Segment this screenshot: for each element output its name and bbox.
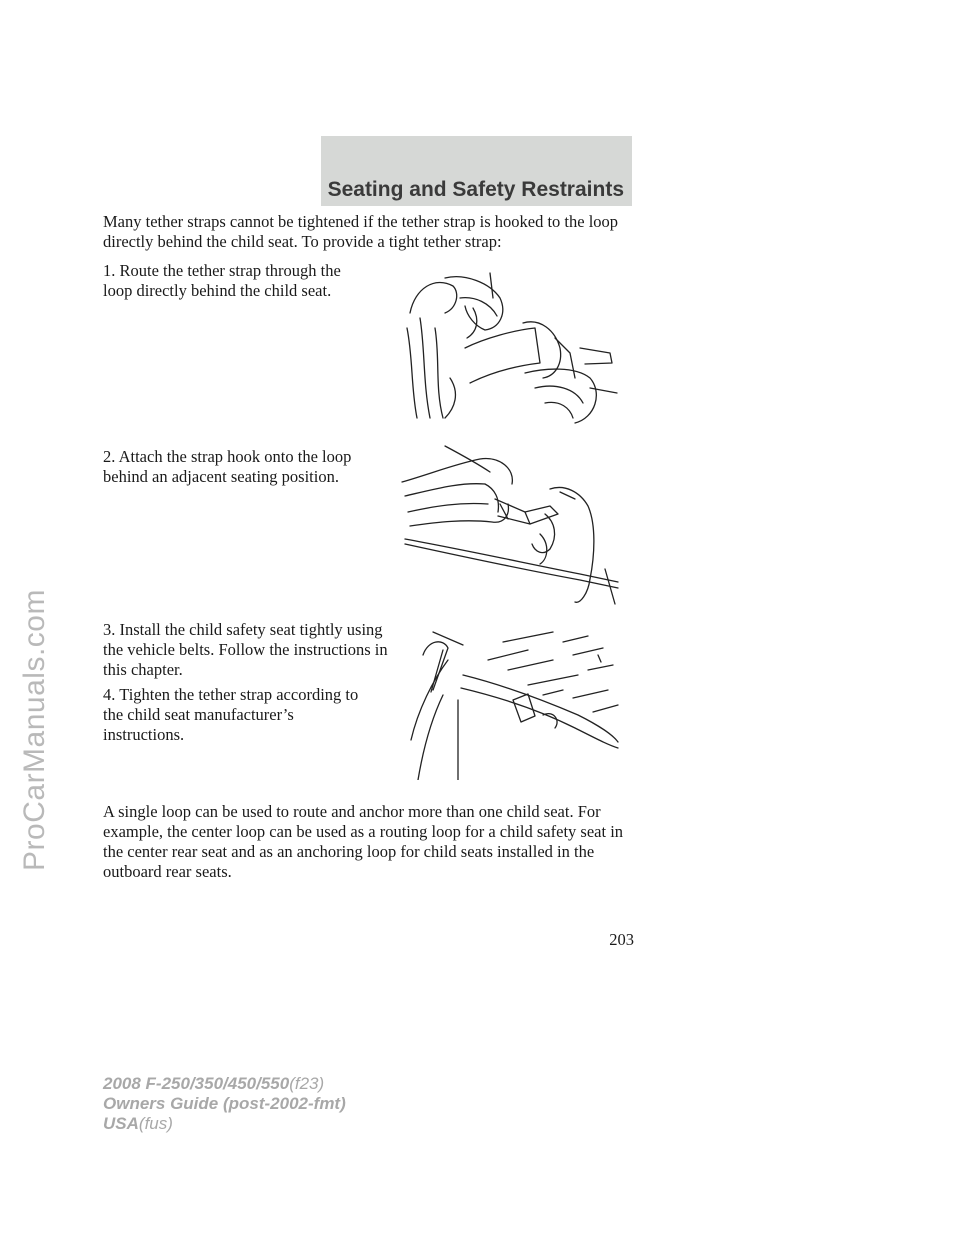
footer-model: 2008 F-250/350/450/550 (103, 1074, 290, 1093)
footer-line-1 (103, 1074, 346, 1094)
step-4-text: 4. Tighten the tether strap according to the child seat manufacturer’s instructions. (103, 685, 359, 744)
footer-market: USA (103, 1114, 139, 1133)
step-2-text: 2. Attach the strap hook onto the loop behind an adjacent seating position. (103, 447, 352, 486)
watermark-text: ProCarManuals.com (18, 589, 51, 871)
tightened-strap-illustration (403, 630, 623, 780)
watermark (10, 480, 60, 980)
step-3-text: 3. Install the child safety seat tightly using the vehicle belts. Follow the instructions in this chapter. (103, 620, 388, 679)
section-header (321, 136, 632, 206)
routing-strap-illustration (405, 268, 620, 426)
closing-paragraph: A single loop can be used to route and anchor more than one child seat. For example, the center loop can be used as a routing loop for a child safety seat in the center rear seat and as an anchoring loop for child seats installed in the outboard rear seats. (103, 802, 624, 881)
section-title: Seating and Safety Restraints (327, 178, 624, 201)
step-1-text: 1. Route the tether strap through the loop directly behind the child seat. (103, 261, 341, 300)
footer-market-code: (fus) (138, 1114, 173, 1133)
footer-guide: Owners Guide (post-2002-fmt) (103, 1094, 346, 1113)
intro-paragraph: Many tether straps cannot be tightened if the tether strap is hooked to the loop directly behind the child seat. To provide a tight tether strap: (103, 212, 619, 251)
page-number: 203 (609, 930, 634, 949)
footer-line-2 (103, 1094, 346, 1114)
footer-model-code: (f23) (289, 1074, 325, 1093)
document-footer (103, 1074, 346, 1134)
attach-hook-illustration (400, 444, 622, 606)
footer-line-3 (103, 1114, 346, 1134)
